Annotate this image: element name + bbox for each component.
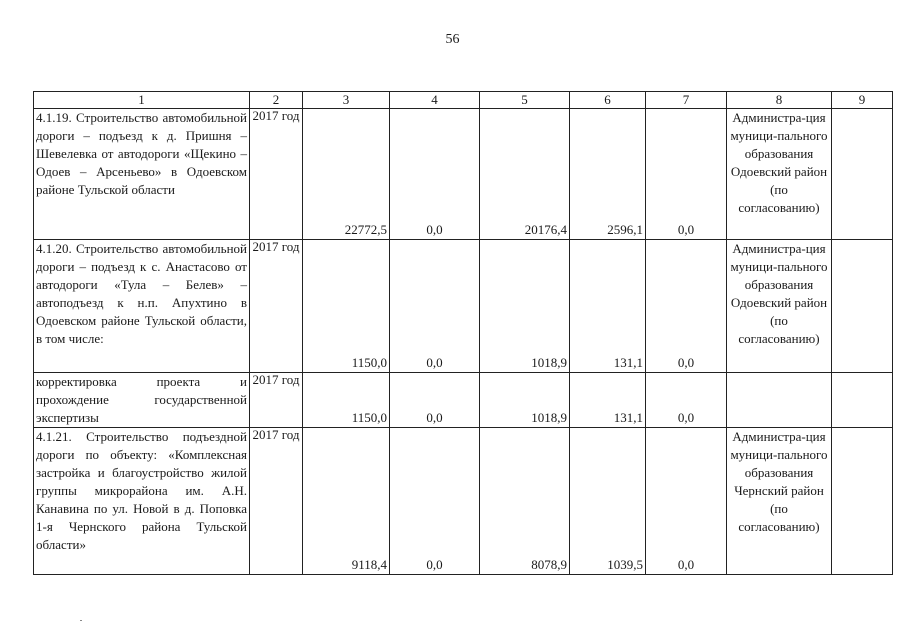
table-row (34, 109, 893, 240)
amount-col5: 1018,9 (480, 373, 570, 428)
amount-col7: 0,0 (646, 240, 727, 373)
year-cell: 2017 год (250, 240, 303, 373)
amount-col4: 0,0 (390, 428, 480, 575)
amount-col5: 20176,4 (480, 109, 570, 240)
responsible-party: Администра-ция муници-пального образования Чернский район (по согласованию) (727, 428, 832, 575)
total-amount: 9118,4 (303, 428, 390, 575)
year-cell: 2017 год (250, 373, 303, 428)
header-cell-4: 4 (390, 92, 480, 109)
amount-col4: 0,0 (390, 373, 480, 428)
program-table (33, 91, 893, 575)
header-cell-8: 8 (727, 92, 832, 109)
page-number: 56 (445, 32, 460, 47)
activity-description: корректировка проекта и прохождение государственной экспертизы (34, 373, 250, 428)
amount-col4: 0,0 (390, 240, 480, 373)
responsible-party: Администра-ция муници-пального образования Одоевский район (по согласованию) (727, 240, 832, 373)
header-cell-3: 3 (303, 92, 390, 109)
col9-cell (832, 240, 893, 373)
col9-cell (832, 428, 893, 575)
header-cell-2: 2 (250, 92, 303, 109)
amount-col7: 0,0 (646, 373, 727, 428)
amount-col4: 0,0 (390, 109, 480, 240)
header-cell-9: 9 (832, 92, 893, 109)
activity-description: 4.1.20. Строительство автомобильной дороги – подъезд к с. Анастасово от автодороги «Тула – Белев» – автоподъезд к н.п. Апухтино в Одоевском районе Тульской области, в том числе: (34, 240, 250, 373)
header-row (34, 92, 893, 109)
amount-col5: 8078,9 (480, 428, 570, 575)
activity-description: 4.1.19. Строительство автомобильной дороги – подъезд к д. Пришня – Шевелевка от автодороги «Щекино – Одоев – Арсеньево» в Одоевском районе Тульской области (34, 109, 250, 240)
header-cell-5: 5 (480, 92, 570, 109)
amount-col6: 2596,1 (570, 109, 646, 240)
table-row (34, 428, 893, 575)
year-cell: 2017 год (250, 109, 303, 240)
header-cell-7: 7 (646, 92, 727, 109)
year-cell: 2017 год (250, 428, 303, 575)
amount-col6: 131,1 (570, 240, 646, 373)
header-cell-6: 6 (570, 92, 646, 109)
amount-col5: 1018,9 (480, 240, 570, 373)
responsible-party: Администра-ция муници-пального образования Одоевский район (по согласованию) (727, 109, 832, 240)
total-amount: 1150,0 (303, 373, 390, 428)
scan-speck (80, 620, 82, 621)
amount-col7: 0,0 (646, 109, 727, 240)
table-row (34, 240, 893, 373)
col9-cell (832, 109, 893, 240)
amount-col6: 1039,5 (570, 428, 646, 575)
amount-col7: 0,0 (646, 428, 727, 575)
total-amount: 22772,5 (303, 109, 390, 240)
responsible-party (727, 373, 832, 428)
table-row (34, 373, 893, 428)
header-cell-1: 1 (34, 92, 250, 109)
activity-description: 4.1.21. Строительство подъездной дороги по объекту: «Комплексная застройка и благоустройство жилой группы микрорайона им. А.Н. Канавина по ул. Новой в д. Поповка 1-я Чернского района Тульской области» (34, 428, 250, 575)
total-amount: 1150,0 (303, 240, 390, 373)
col9-cell (832, 373, 893, 428)
amount-col6: 131,1 (570, 373, 646, 428)
